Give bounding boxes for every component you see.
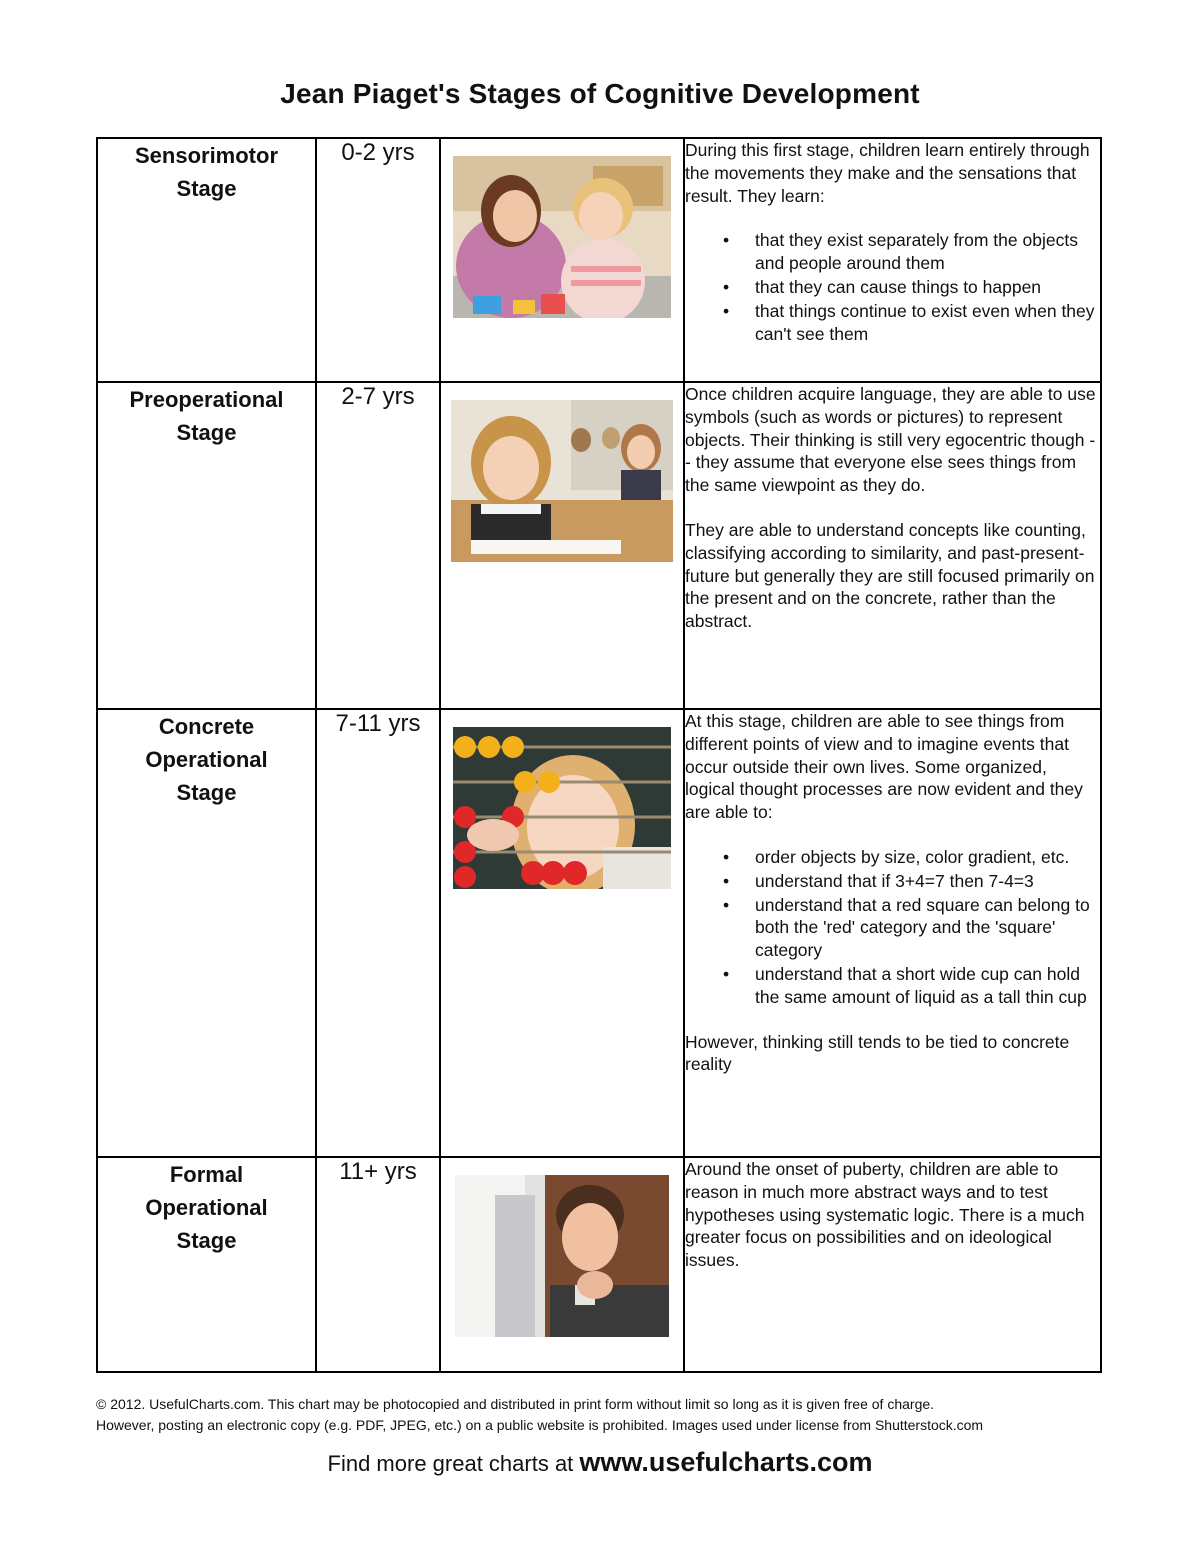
stage-age: 7-11 yrs — [316, 709, 440, 1157]
stage-name-line: Operational — [145, 1195, 268, 1220]
stage-photo-preoperational — [451, 400, 673, 562]
description-paragraph: During this first stage, children learn entirely through the movements they make and the sensations that result. They learn: — [685, 140, 1090, 206]
stage-name-cell — [97, 138, 316, 382]
woman-toddler-photo — [453, 156, 671, 318]
description-bullets — [685, 846, 1100, 1009]
copyright-footnote — [96, 1394, 1106, 1436]
description-paragraph: Around the onset of puberty, children are able to reason in much more abstract ways and to test hypotheses using systematic logic. There is a much greater focus on possibilities and on ideological issues. — [685, 1159, 1085, 1271]
table-row — [97, 382, 1101, 709]
stage-image-cell — [440, 138, 684, 382]
stage-age: 2-7 yrs — [316, 382, 440, 709]
stage-image-cell — [440, 709, 684, 1157]
list-item: • that they can cause things to happen — [755, 276, 1100, 299]
table-row — [97, 138, 1101, 382]
table-row — [97, 709, 1101, 1157]
stage-name-cell — [97, 1157, 316, 1372]
stage-name-line: Stage — [176, 176, 237, 201]
description-bullets — [685, 229, 1100, 345]
footer-url-link[interactable]: www.usefulcharts.com — [579, 1447, 873, 1477]
stages-table — [96, 137, 1102, 1373]
description-paragraph: However, thinking still tends to be tied to concrete reality — [685, 1031, 1070, 1075]
classroom-girls-photo — [451, 400, 673, 562]
stage-name-line: Operational — [145, 747, 268, 772]
thinking-man-photo — [455, 1175, 669, 1337]
list-item: • that they exist separately from the objects and people around them — [755, 229, 1100, 275]
stage-description — [684, 382, 1101, 709]
stage-photo-concrete — [453, 727, 671, 889]
footer-prefix: Find more great charts at — [327, 1451, 580, 1476]
stage-name-cell — [97, 382, 316, 709]
stage-description — [684, 1157, 1101, 1372]
footnote-line: However, posting an electronic copy (e.g. PDF, JPEG, etc.) on a public website is prohibited. Images used under license from Shutterstock.com — [96, 1417, 984, 1433]
page-title: Jean Piaget's Stages of Cognitive Development — [280, 78, 920, 109]
stage-description — [684, 709, 1101, 1157]
abacus-girl-photo — [453, 727, 671, 889]
stage-name-line: Sensorimotor — [134, 143, 279, 168]
stage-age: 11+ yrs — [316, 1157, 440, 1372]
stage-image-cell — [440, 382, 684, 709]
description-paragraph: At this stage, children are able to see things from different points of view and to imagine events that occur outside their own lives. Some organized, logical thought processes are now evident and they are able to: — [685, 711, 1083, 823]
list-item: • understand that a short wide cup can hold the same amount of liquid as a tall thin cup — [755, 963, 1100, 1009]
stage-image-cell — [440, 1157, 684, 1372]
footer-promo — [0, 1447, 1200, 1478]
list-item: • understand that if 3+4=7 then 7-4=3 — [755, 870, 1100, 893]
stage-name-line: Stage — [176, 780, 237, 805]
stage-name-line: Concrete — [158, 714, 255, 739]
stage-name-line: Stage — [176, 1228, 237, 1253]
stage-photo-sensorimotor — [453, 156, 671, 318]
stage-name-line: Stage — [176, 420, 237, 445]
stage-description — [684, 138, 1101, 382]
description-paragraph: Once children acquire language, they are able to use symbols (such as words or pictures) to represent objects. Their thinking is still very egocentric though -- they assume that everyone else sees things from the same viewpoint as they do. — [685, 384, 1096, 496]
table-row — [97, 1157, 1101, 1372]
stage-name-line: Preoperational — [129, 387, 284, 412]
stage-name-cell — [97, 709, 316, 1157]
list-item: • that things continue to exist even when they can't see them — [755, 300, 1100, 346]
description-paragraph: They are able to understand concepts like counting, classifying according to similarity, and past-present-future but generally they are still focused primarily on the present and on the concrete, rather than the abstract. — [685, 519, 1095, 632]
stage-name-line: Formal — [169, 1162, 244, 1187]
stage-photo-formal — [455, 1175, 669, 1337]
stage-age: 0-2 yrs — [316, 138, 440, 382]
footnote-line: © 2012. UsefulCharts.com. This chart may be photocopied and distributed in print form without limit so long as it is given free of charge. — [96, 1396, 935, 1412]
list-item: • order objects by size, color gradient, etc. — [755, 846, 1100, 869]
list-item: • understand that a red square can belong to both the 'red' category and the 'square' category — [755, 894, 1100, 962]
